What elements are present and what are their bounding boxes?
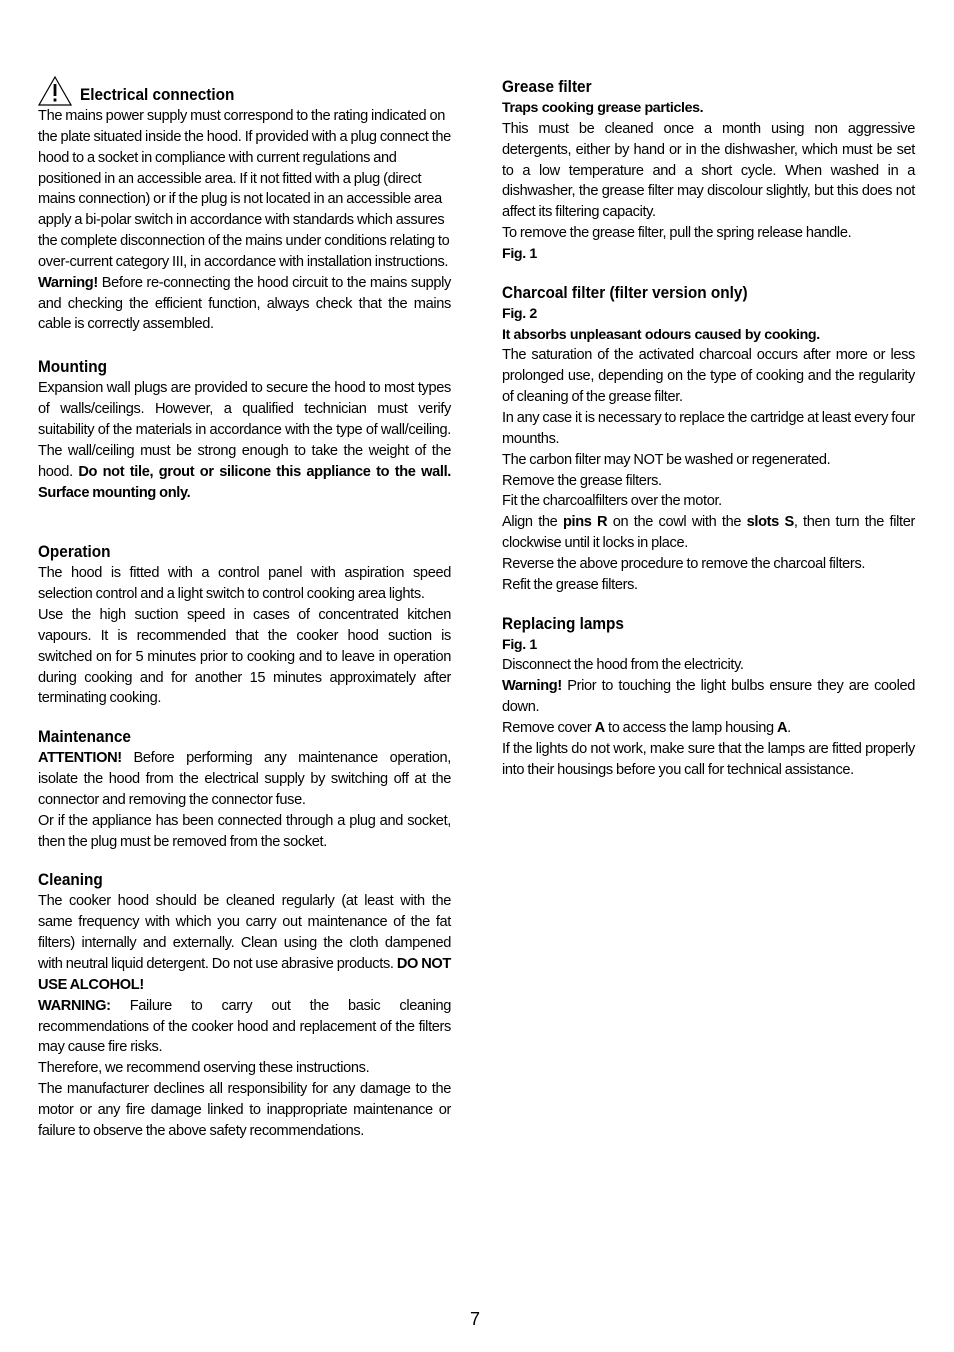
paragraph	[502, 512, 915, 554]
electrical-heading-row	[38, 76, 451, 106]
section-heading: Mounting	[38, 358, 108, 377]
maintenance-section	[38, 726, 451, 852]
section-heading: Charcoal filter (filter version only)	[502, 283, 748, 302]
section-heading: Grease filter	[502, 78, 592, 96]
mounting-text: Expansion wall plugs are provided to secure the hood to most types of walls/ceilings. However, a qualified technician must verify suitability of the materials in accordance with the type of wall/ceiling. The wall/ceiling must be strong enough to take the weight of the hood.	[38, 380, 451, 480]
warning-paragraph	[38, 273, 451, 336]
paragraph	[38, 891, 451, 995]
pins-label: pins R	[562, 514, 608, 531]
paragraph: Use the high suction speed in cases of concentrated kitchen vapours. It is recommended that the cooker hood suction is switched on for 5 minutes prior to cooking and to leave in operation during cooking and for another 15 minutes approximately after terminating cooking.	[38, 607, 451, 707]
warning-triangle-icon	[38, 76, 72, 106]
mounting-section	[38, 356, 451, 503]
warning-label: Warning!	[502, 678, 562, 695]
page-number: 7	[470, 1309, 481, 1329]
paragraph: This must be cleaned once a month using non aggressive detergents, either by hand or in the dishwasher, which must be set to a low temperature and a short cycle. When washed in a dishwasher, the grease filter may discolour slightly, but this does not affect its filtering capacity.	[502, 120, 915, 221]
warning-text: Before re-connecting the hood circuit to the mains supply and checking the efficient function, always check that the mains cable is correctly assembled.	[38, 274, 451, 333]
warning-label: Warning!	[38, 274, 98, 291]
paragraph: To remove the grease filter, pull the spring release handle.	[502, 225, 852, 242]
paragraph: If the lights do not work, make sure that the lamps are fitted properly into their housings before you call for technical assistance.	[502, 740, 915, 778]
warning-paragraph	[502, 676, 915, 718]
warning-paragraph	[38, 996, 451, 1059]
paragraph: The hood is fitted with a control panel with aspiration speed selection control and a light switch to control cooking area lights.	[38, 565, 451, 603]
charcoal-filter-section	[502, 282, 915, 596]
replacing-lamps-section	[502, 613, 915, 781]
cleaning-text: The cooker hood should be cleaned regularly (at least with the same frequency with which you carry out maintenance of the fat filters) internally and externally. Clean using the cloth dampened with neutral liquid detergent. Do not use abrasive products.	[38, 893, 451, 972]
section-heading: Electrical connection	[80, 86, 235, 104]
paragraph: The mains power supply must correspond to the rating indicated on the plate situated inside the hood. If provided with a plug connect the hood to a socket in compliance with current regulations and positioned in an accessible area. If it not fitted with a plug (direct mains connection) or if the plug is not located in an accessible area apply a bi-polar switch in accordance with standards which assures the complete disconnection of the mains under conditions relating to over-current category III, in accordance with installation instructions.	[38, 108, 451, 270]
right-column	[502, 76, 915, 780]
warning-label: WARNING:	[38, 997, 111, 1014]
section-heading: Replacing lamps	[502, 614, 624, 633]
operation-section	[38, 541, 451, 709]
paragraph: The carbon filter may NOT be washed or regenerated.	[502, 451, 831, 468]
text-run: , then turn the filter clockwise until it locks in place.	[502, 514, 915, 552]
figure-reference: Fig. 1	[502, 636, 537, 653]
attention-paragraph	[38, 748, 451, 811]
paragraph: Therefore, we recommend oserving these instructions.	[38, 1060, 370, 1077]
cover-label: A	[594, 719, 605, 736]
paragraph: The manufacturer declines all responsibility for any damage to the motor or any fire damage linked to inappropriate maintenance or failure to observe the above safety recommendations.	[38, 1081, 451, 1139]
paragraph: Remove the grease filters.	[502, 472, 662, 489]
paragraph	[38, 378, 451, 503]
cleaning-section	[38, 869, 451, 1141]
text-run: Remove cover	[502, 719, 595, 736]
cleaning-bold-text: DO NOT USE ALCOHOL!	[38, 956, 451, 993]
section-heading: Operation	[38, 543, 111, 562]
attention-text: Before performing any maintenance operation, isolate the hood from the electrical supply by switching off at the connector and removing the connector fuse.	[38, 750, 451, 808]
housing-label: A	[776, 719, 788, 736]
paragraph: Or if the appliance has been connected through a plug and socket, then the plug must be removed from the socket.	[38, 812, 451, 850]
paragraph: In any case it is necessary to replace the cartridge at least every four mounths.	[502, 409, 915, 447]
paragraph: The saturation of the activated charcoal occurs after more or less prolonged use, depending on the type of cooking and the regularity of cleaning of the grease filter.	[502, 347, 915, 406]
mounting-bold-text: Do not tile, grout or silicone this appliance to the wall. Surface mounting only.	[38, 463, 451, 501]
paragraph: Fit the charcoalfilters over the motor.	[502, 493, 722, 510]
text-run: Align the	[502, 514, 563, 531]
slots-label: slots S	[746, 514, 794, 531]
electrical-connection-section	[38, 76, 451, 335]
warning-text: Prior to touching the light bulbs ensure they are cooled down.	[502, 678, 915, 716]
warning-text: Failure to carry out the basic cleaning recommendations of the cooker hood and replacement of the filters may cause fire risks.	[38, 997, 451, 1056]
paragraph	[502, 718, 915, 739]
subheading: It absorbs unpleasant odours caused by cooking.	[502, 326, 820, 343]
text-run: .	[787, 719, 791, 736]
paragraph: Refit the grease filters.	[502, 576, 638, 593]
section-heading: Cleaning	[38, 871, 103, 890]
left-column	[38, 76, 451, 1142]
text-run: on the cowl with the	[607, 514, 747, 531]
subheading: Traps cooking grease particles.	[502, 100, 704, 116]
figure-reference: Fig. 2	[502, 305, 537, 322]
figure-reference: Fig. 1	[502, 245, 537, 262]
text-run: to access the lamp housing	[604, 719, 777, 736]
attention-label: ATTENTION!	[38, 750, 122, 767]
paragraph: Reverse the above procedure to remove the charcoal filters.	[502, 555, 866, 572]
grease-filter-section	[502, 76, 915, 265]
paragraph: Disconnect the hood from the electricity.	[502, 657, 744, 674]
section-heading: Maintenance	[38, 728, 131, 747]
